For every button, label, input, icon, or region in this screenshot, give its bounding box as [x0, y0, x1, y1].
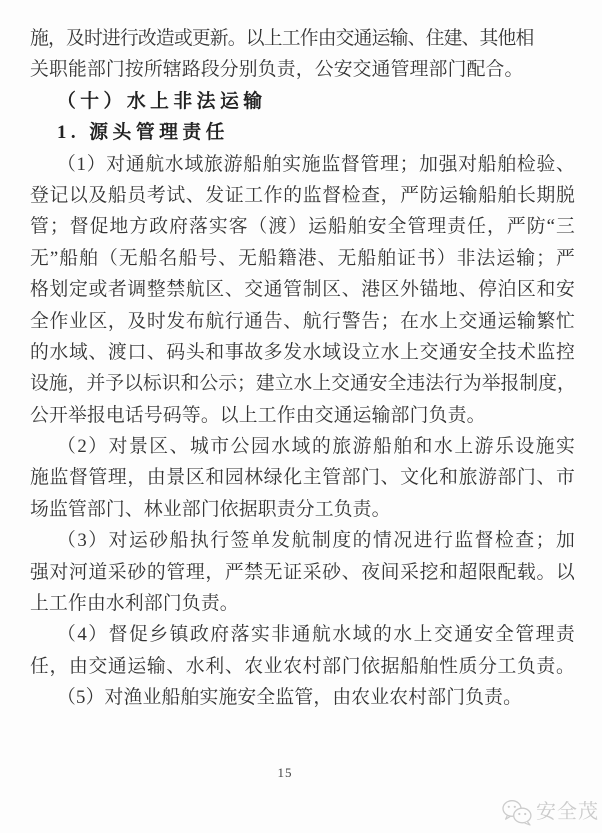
text-line: 上工作由水利部门负责。 — [30, 593, 239, 615]
text-line: 关职能部门按所辖路段分别负责，公安交通管理部门配合。 — [30, 59, 524, 81]
text-line: （5）对渔业船舶实施安全监管，由农业农村部门负责。 — [57, 687, 523, 709]
heading-line: （十）水上非法运输 — [57, 90, 267, 112]
text-line: （4）督促乡镇政府落实非通航水域的水上交通安全管理责 — [57, 624, 575, 646]
text-line: （1）对通航水域旅游船舶实施监督管理；加强对船舶检验、 — [57, 153, 575, 175]
text-line: 管；督促地方政府落实客（渡）运船舶安全管理责任，严防“三 — [30, 216, 575, 238]
text-line: （2）对景区、城市公园水域的旅游船舶和水上游乐设施实 — [57, 436, 575, 458]
wechat-bubbles-icon — [501, 799, 533, 826]
text-line: 格划定或者调整禁航区、交通管制区、港区外锚地、停泊区和安 — [30, 279, 575, 301]
text-line: 施，及时进行改造或更新。以上工作由交通运输、住建、其他相 — [30, 28, 534, 49]
text-line: （3）对运砂船执行签单发航制度的情况进行监督检查；加 — [57, 530, 575, 552]
text-line: 强对河道采砂的管理，严禁无证采砂、夜间采挖和超限配载。以 — [30, 561, 575, 583]
text-line: 施监督管理，由景区和园林绿化主管部门、文化和旅游部门、市 — [30, 467, 575, 489]
text-line: 全作业区，及时发布航行通告、航行警告；在水上交通运输繁忙 — [30, 310, 575, 332]
text-line: 公开举报电话号码等。以上工作由交通运输部门负责。 — [30, 404, 486, 426]
document-body — [30, 23, 575, 714]
text-line: 的水域、渡口、码头和事故多发水域设立水上交通安全技术监控 — [30, 341, 575, 363]
watermark-label: 安全茂 — [536, 801, 599, 823]
heading-line: 1. 源头管理责任 — [57, 122, 229, 144]
text-line: 任，由交通运输、水利、农业农村部门依据船舶性质分工负责。 — [30, 655, 575, 677]
text-line: 场监管部门、林业部门依据职责分工负责。 — [30, 498, 391, 520]
watermark — [501, 799, 599, 826]
text-line: 登记以及船员考试、发证工作的监督检查，严防运输船舶长期脱 — [30, 184, 575, 206]
text-line: 设施，并予以标识和公示；建立水上交通安全违法行为举报制度， — [30, 373, 575, 395]
page-number: 15 — [277, 765, 293, 780]
text-line: 无”船舶（无船名船号、无船籍港、无船舶证书）非法运输；严 — [30, 247, 575, 269]
